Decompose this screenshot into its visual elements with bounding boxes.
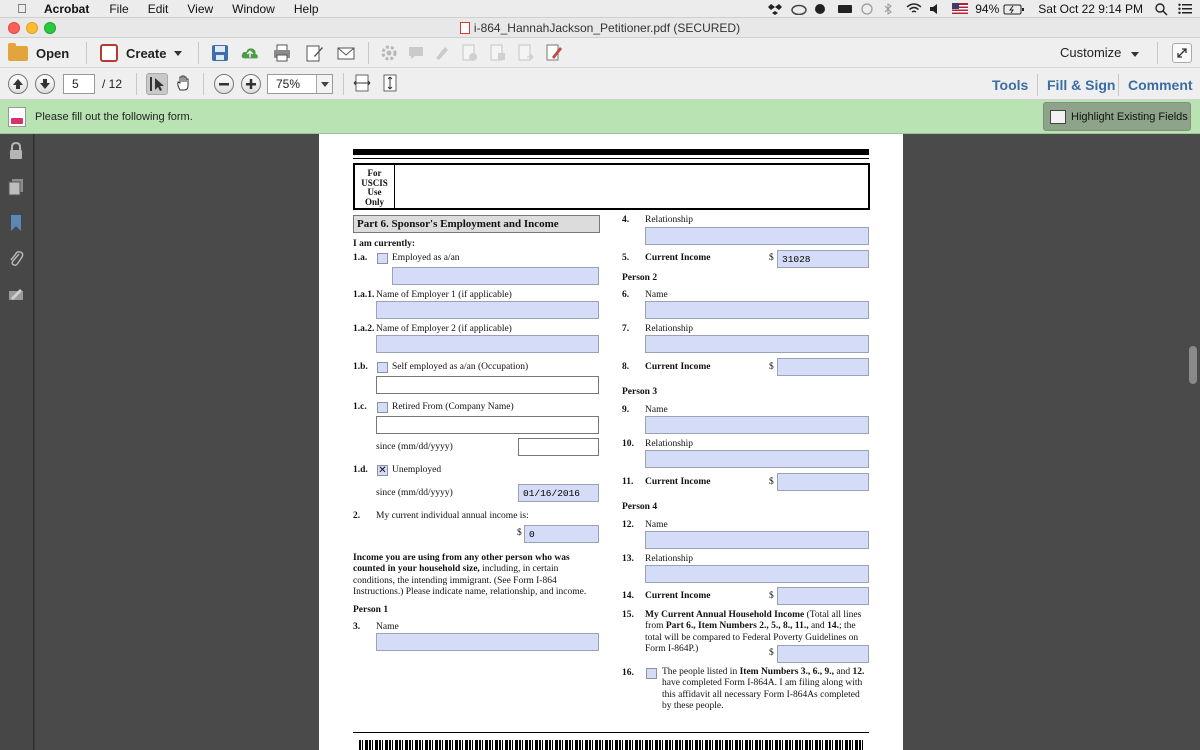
zoom-level-select[interactable] [267,74,333,94]
chevron-down-icon[interactable] [316,75,332,93]
upload-cloud-icon[interactable] [241,44,259,62]
delete-page-icon[interactable] [461,44,479,62]
highlight-existing-fields-button[interactable] [1043,102,1191,131]
retired-company-field[interactable] [376,416,599,434]
person4-relationship-field[interactable] [645,565,869,583]
spotlight-search-icon[interactable] [1155,3,1169,15]
barcode [359,740,864,750]
employer1-field[interactable] [376,301,599,319]
item-number: 13. [622,554,634,564]
creative-cloud-icon[interactable] [791,3,805,15]
household-income-bold: Part 6., Item Numbers 2., 5., 8., 11., [665,621,809,632]
person2-name-label: Name [645,290,668,300]
item-number: 2. [353,511,361,521]
instruction-bold: counted in your household size, [353,564,480,575]
battery-percent: 94% [975,2,1000,16]
arrow-up-icon [9,75,27,93]
menu-bar [0,0,1200,18]
person1-name-field[interactable] [376,633,599,651]
expand-icon[interactable] [1172,43,1192,63]
item-number: 6. [622,290,630,300]
item-number: 9. [622,405,630,415]
email-icon[interactable] [337,44,355,62]
memory-icon[interactable] [837,3,851,15]
page-thumbnails-icon[interactable] [8,178,24,196]
item-number: 1.b. [353,362,368,372]
self-employed-label: Self employed as a/an (Occupation) [392,362,529,372]
create-button-label: Create [126,45,167,61]
uscis-label-line: Use [367,187,382,197]
highlight-existing-fields-label: Highlight Existing Fields [1071,110,1188,123]
person2-relationship-label: Relationship [645,324,694,334]
toolbar-divider [1118,74,1119,96]
unemployed-checkbox[interactable]: ✕ [378,465,387,476]
item-number: 1.a. [353,253,368,263]
customize-label: Customize [1060,45,1122,60]
unemployed-label: Unemployed [392,465,442,475]
instruction-line: conditions, the intending immigrant. (See Form I-864 [353,575,557,586]
i864a-statement [662,667,872,712]
dollar-sign: $ [769,591,774,601]
save-icon[interactable] [211,44,229,62]
item-number: 1.c. [353,402,367,412]
employer1-label: Name of Employer 1 (if applicable) [376,290,512,300]
menu-window[interactable]: Window [232,1,275,16]
hand-icon [174,73,194,93]
person1-relationship-field[interactable] [645,227,869,245]
navigation-toolbar [0,68,1200,100]
self-employed-checkbox[interactable] [377,362,388,373]
pdf-file-icon [460,22,470,34]
toolbar-divider [203,73,204,95]
zoom-level-value: 75% [276,77,301,91]
page-total: / 12 [102,77,123,91]
person2-income-label: Current Income [645,362,711,372]
item-number: 12. [622,520,634,530]
item-number: 8. [622,362,630,372]
create-pdf-icon [100,44,118,62]
volume-icon[interactable] [929,3,943,15]
battery-icon[interactable] [1003,3,1025,15]
toolbar-divider [1037,74,1038,96]
navigation-pane [0,134,34,750]
employed-checkbox[interactable] [377,253,388,264]
edit-document-icon[interactable] [306,44,324,62]
minus-icon [215,75,233,93]
annual-income-label: My current individual annual income is: [376,511,529,521]
person3-income-label: Current Income [645,477,711,487]
item-number: 1.a.1. [353,290,375,300]
item-number: 14. [622,591,634,601]
household-income-line: Form I-864P.) [645,643,699,654]
header-rule [353,149,869,155]
uscis-use-only-box [353,163,870,210]
notification-center-icon[interactable] [1178,3,1192,15]
open-button[interactable] [8,42,69,64]
chevron-down-icon [174,51,182,56]
employed-label: Employed as a/an [392,253,460,263]
toolbar-divider [136,73,137,95]
apple-menu-icon[interactable] [14,1,30,16]
folder-icon [8,46,28,61]
window-titlebar [0,18,1200,38]
uscis-label-line: Only [364,196,384,207]
tools-tab[interactable]: Tools [992,77,1029,93]
insert-page-icon[interactable] [489,44,507,62]
form-icon [8,107,26,127]
bluetooth-icon[interactable] [883,3,897,15]
plus-icon [242,75,260,93]
household-income-line [645,621,871,632]
menu-file[interactable]: File [109,1,129,16]
dollar-sign: $ [769,648,774,658]
i864a-text: The people listed in [662,667,740,677]
person4-name-label: Name [645,520,668,530]
i864a-line [662,667,872,678]
header-rule-thin [353,158,869,159]
footer-rule [353,732,869,733]
form-fields-icon [1050,110,1066,124]
create-button[interactable] [100,42,182,64]
form-notification-message: Please fill out the following form. [35,111,193,123]
person3-relationship-label: Relationship [645,439,694,449]
dollar-sign: $ [769,362,774,372]
household-income-instructions [353,553,603,598]
retired-since-field[interactable] [518,438,599,456]
toolbar-divider [86,42,87,64]
vertical-scrollbar[interactable] [1189,346,1197,384]
dollar-sign: $ [769,253,774,263]
evernote-icon[interactable] [814,3,828,15]
lock-icon[interactable] [8,142,24,160]
person3-relationship-field[interactable] [645,450,869,468]
i864a-line: have completed Form I-864A. I am filing along with [662,678,863,689]
household-income-line: total will be compared to Federal Poverty Guidelines on [645,632,859,643]
main-toolbar [0,38,1200,68]
dollar-sign: $ [769,477,774,487]
i864a-bold: Item Numbers 3., 6., 9., [739,667,835,677]
item-number: 5. [622,253,630,263]
page-number-input[interactable]: 5 [63,74,95,94]
window-title-text: i-864_HannahJackson_Petitioner.pdf (SECURED) [473,21,741,35]
person2-relationship-field[interactable] [645,335,869,353]
time-machine-icon[interactable] [860,3,874,15]
sign-document-icon[interactable] [545,44,563,62]
item-number: 15. [622,610,634,620]
fill-sign-tab[interactable]: Fill & Sign [1047,77,1116,93]
item-number: 3. [353,622,361,632]
uscis-label-line: For [367,168,382,178]
toolbar-divider [343,73,344,95]
person2-income-field[interactable] [777,358,869,376]
arrow-down-icon [36,75,54,93]
customize-dropdown[interactable] [1060,45,1139,60]
item-number: 10. [622,439,634,449]
attachments-icon[interactable] [8,250,24,268]
person2-heading: Person 2 [622,273,658,283]
item-number: 11. [622,477,634,487]
comment-bubble-icon[interactable] [407,44,425,62]
form-notification-bar [0,100,1200,134]
item-number: 1.a.2. [353,324,375,334]
household-income-text: from [645,621,666,632]
person4-relationship-label: Relationship [645,554,694,564]
person1-heading: Person 1 [353,605,389,615]
instruction-line: Income you are using from any other person who was [353,553,570,563]
annual-income-field[interactable]: 0 [524,525,599,543]
dollar-sign: $ [517,528,522,538]
employer2-label: Name of Employer 2 (if applicable) [376,324,512,334]
next-page-button[interactable] [35,74,55,94]
menu-edit[interactable]: Edit [147,1,169,16]
self-employed-occupation-field[interactable] [376,376,599,394]
fit-page-icon[interactable] [381,74,399,92]
household-income-line [645,610,871,621]
toolbar-divider [1157,42,1158,64]
i-am-currently-label: I am currently: [353,239,416,249]
uscis-label-line: USCIS [361,177,388,188]
household-income-bold: 14. [827,621,839,632]
menu-view[interactable]: View [187,1,214,16]
person1-name-label: Name [376,622,399,632]
instruction-line [353,564,603,575]
employed-occupation-field[interactable] [392,267,599,285]
extract-page-icon[interactable] [517,44,535,62]
chevron-down-icon [1131,52,1139,57]
person1-relationship-label: Relationship [645,215,694,225]
item-number: 4. [622,215,630,225]
toolbar-divider [198,42,199,64]
item-number: 16. [622,668,634,678]
person4-income-label: Current Income [645,591,711,601]
household-income-text: (Total all lines [804,610,862,620]
retired-label: Retired From (Company Name) [392,402,514,412]
highlight-pen-icon[interactable] [433,44,451,62]
menu-help[interactable]: Help [293,1,319,16]
person2-name-field[interactable] [645,301,869,319]
household-income-field[interactable] [777,645,869,663]
person3-name-label: Name [645,405,668,415]
person4-name-field[interactable] [645,531,869,549]
i864a-text: and [834,667,853,677]
select-tool-button[interactable] [146,73,168,95]
person3-income-field[interactable] [777,473,869,491]
window-title [0,21,1200,35]
pdf-page [319,134,903,750]
employer2-field[interactable] [376,335,599,353]
bookmarks-icon[interactable] [8,214,24,232]
instruction-line: Instructions.) Please indicate name, relationship, and income. [353,586,587,597]
person1-income-field[interactable]: 31028 [777,250,869,268]
cursor-arrow-icon [147,74,167,94]
comment-tab[interactable]: Comment [1128,77,1193,93]
person1-income-label: Current Income [645,253,711,263]
i864a-completed-checkbox[interactable] [646,668,657,679]
person4-income-field[interactable] [777,587,869,605]
person3-name-field[interactable] [645,416,869,434]
i864a-line: this affidavit all necessary Form I-864As completed [662,689,860,700]
fit-width-icon[interactable] [353,74,371,92]
unemployed-since-field[interactable]: 01/16/2016 [518,484,599,502]
wifi-icon[interactable] [906,3,920,15]
unemployed-since-label: since (mm/dd/yyyy) [376,488,453,498]
person3-heading: Person 3 [622,387,658,397]
flag-us-icon[interactable] [952,3,966,15]
clock[interactable]: Sat Oct 22 9:14 PM [1038,2,1143,16]
part6-heading: Part 6. Sponsor's Employment and Income [353,215,600,233]
i864a-bold: 12. [852,667,865,677]
signatures-icon[interactable] [8,286,24,304]
zoom-in-button[interactable] [241,74,261,94]
open-button-label: Open [36,45,70,61]
previous-page-button[interactable] [8,74,28,94]
household-income-bold: My Current Annual Household Income [645,610,805,620]
instruction-text: including, in certain [479,564,559,575]
i864a-line: by these people. [662,700,724,711]
settings-gear-icon[interactable] [380,44,398,62]
household-income-text: and [808,621,828,632]
toolbar-divider [368,42,369,64]
item-number: 1.d. [353,465,368,475]
dropbox-icon[interactable] [768,3,782,15]
menu-app[interactable]: Acrobat [44,1,90,16]
zoom-out-button[interactable] [214,74,234,94]
print-icon[interactable] [273,44,291,62]
retired-checkbox[interactable] [377,402,388,413]
household-income-text: ; the [838,621,856,632]
retired-since-label: since (mm/dd/yyyy) [376,442,453,452]
uscis-label [355,165,395,208]
person4-heading: Person 4 [622,502,658,512]
item-number: 7. [622,324,630,334]
hand-tool-button[interactable] [174,73,196,95]
